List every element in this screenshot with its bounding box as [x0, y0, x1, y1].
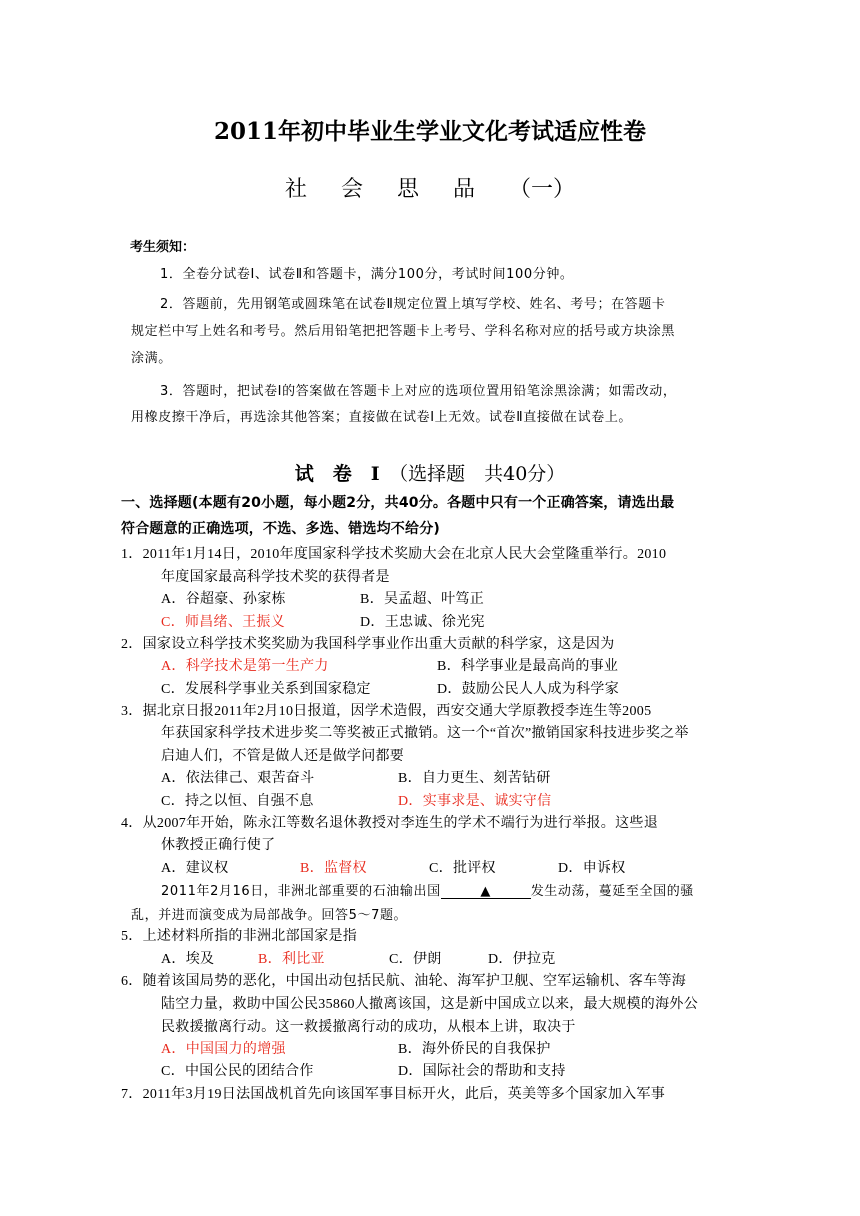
- notice-item-2-line-1: 2．答题前，先用钢笔或圆珠笔在试卷Ⅱ规定位置上填写学校、姓名、考号；在答题卡: [160, 297, 666, 312]
- section-name: 试 卷 Ⅰ: [294, 463, 380, 485]
- question-1-line-1: 1．2011年1月14日，2010年度国家科学技术奖励大会在北京人民大会堂隆重举行。2010: [121, 547, 667, 562]
- material-text-b: 发生动荡，蔓延至全国的骚: [530, 884, 694, 899]
- question-6-option-c: C．中国公民的团结合作: [161, 1064, 314, 1079]
- section-heading: [0, 459, 860, 486]
- notice-item-2-line-2: 规定栏中写上姓名和考号。然后用铅笔把把答题卡上考号、学科名称对应的括号或方块涂黑: [131, 324, 676, 339]
- question-4-option-c: C．批评权: [429, 861, 496, 876]
- question-3-line-1: 3．据北京日报2011年2月10日报道，因学术造假，西安交通大学原教授李连生等2005: [121, 704, 652, 719]
- question-5-option-c: C．伊朗: [389, 952, 442, 967]
- question-3-option-b: B．自力更生、刻苦钻研: [398, 771, 551, 786]
- subject-char-2: 会: [340, 177, 363, 202]
- question-1-line-2: 年度国家最高科学技术奖的获得者是: [161, 570, 390, 585]
- question-6-line-3: 民救援撤离行动。这一救援撤离行动的成功，从根本上讲，取决于: [161, 1020, 576, 1035]
- question-2-option-d: D．鼓励公民人人成为科学家: [437, 682, 620, 697]
- question-3-option-d: D．实事求是、诚实守信: [398, 794, 552, 809]
- question-6-line-2: 陆空力量，救助中国公民35860人撤离该国，这是新中国成立以来，最大规模的海外公: [161, 997, 698, 1012]
- question-3-option-a: A．依法律己、艰苦奋斗: [161, 771, 315, 786]
- question-1-option-a: A．谷超豪、孙家栋: [161, 592, 286, 607]
- notice-item-3-line-1: 3．答题时，把试卷Ⅰ的答案做在答题卡上对应的选项位置用铅笔涂黑涂满；如需改动，: [160, 384, 677, 399]
- question-5-option-d: D．伊拉克: [488, 952, 556, 967]
- question-4-line-1: 4．从2007年开始，陈永江等数名退休教授对李连生的学术不端行为进行举报。这些退: [121, 816, 658, 831]
- question-5-option-a: A．埃及: [161, 952, 215, 967]
- material-line-2: 乱，并进而演变成为局部战争。回答5～7题。: [131, 908, 408, 923]
- subject-title: [0, 172, 860, 203]
- subject-char-5: （一）: [509, 177, 576, 202]
- notice-item-3-line-2: 用橡皮擦干净后，再选涂其他答案；直接做在试卷Ⅰ上无效。试卷Ⅱ直接做在试卷上。: [131, 410, 633, 425]
- question-6-line-1: 6．随着该国局势的恶化，中国出动包括民航、油轮、海军护卫舰、空军运输机、客车等海: [121, 974, 686, 989]
- subject-char-1: 社: [284, 177, 307, 202]
- notice-heading: 考生须知：: [130, 240, 196, 255]
- question-6-option-d: D．国际社会的帮助和支持: [398, 1064, 566, 1079]
- question-4-option-a: A．建议权: [161, 861, 229, 876]
- question-1-option-c: C．师昌绪、王振义: [161, 615, 286, 630]
- question-2-line-1: 2．国家设立科学技术奖奖励为我国科学事业作出重大贡献的科学家，这是因为: [121, 637, 615, 652]
- question-1-option-b: B．吴孟超、叶笃正: [360, 592, 485, 607]
- question-5-line-1: 5．上述材料所指的非洲北部国家是指: [121, 929, 358, 944]
- material-line-1: [161, 880, 694, 899]
- blank-marker-icon: ▲: [480, 884, 491, 899]
- answer-blank: [441, 884, 531, 899]
- question-2-option-a: A．科学技术是第一生产力: [161, 659, 329, 674]
- question-4-line-2: 休教授正确行使了: [161, 838, 276, 853]
- material-text-a: 2011年2月16日，非洲北部重要的石油输出国: [161, 884, 441, 899]
- question-4-option-d: D．申诉权: [558, 861, 626, 876]
- question-6-option-a: A．中国国力的增强: [161, 1042, 286, 1057]
- question-1-option-d: D．王忠诚、徐光宪: [360, 615, 485, 630]
- section-desc: （选择题 共40分）: [398, 463, 566, 485]
- question-6-option-b: B．海外侨民的自我保护: [398, 1042, 551, 1057]
- question-3-option-c: C．持之以恒、自强不息: [161, 794, 314, 809]
- question-2-option-c: C．发展科学事业关系到国家稳定: [161, 682, 371, 697]
- page-title: 2011年初中毕业生学业文化考试适应性卷: [213, 118, 646, 145]
- part-instructions-line-1: 一、选择题(本题有20小题，每小题2分，共40分。各题中只有一个正确答案，请选出最: [121, 495, 675, 511]
- notice-item-1: 1．全卷分试卷Ⅰ、试卷Ⅱ和答题卡，满分100分，考试时间100分钟。: [160, 267, 574, 282]
- question-7-line-1: 7．2011年3月19日法国战机首先向该国军事目标开火，此后，英美等多个国家加入军事: [121, 1087, 666, 1102]
- question-3-line-3: 启迪人们，不管是做人还是做学问都要: [161, 749, 405, 764]
- part-instructions-line-2: 符合题意的正确选项，不选、多选、错选均不给分): [121, 521, 440, 537]
- notice-item-2-line-3: 涂满。: [131, 351, 172, 366]
- question-2-option-b: B．科学事业是最高尚的事业: [437, 659, 619, 674]
- subject-char-4: 品: [453, 177, 476, 202]
- question-5-option-b: B．利比亚: [258, 952, 325, 967]
- subject-char-3: 思: [396, 177, 419, 202]
- question-4-option-b: B．监督权: [300, 861, 367, 876]
- question-3-line-2: 年获国家科学技术进步奖二等奖被正式撤销。这一个“首次”撤销国家科技进步奖之举: [161, 726, 689, 741]
